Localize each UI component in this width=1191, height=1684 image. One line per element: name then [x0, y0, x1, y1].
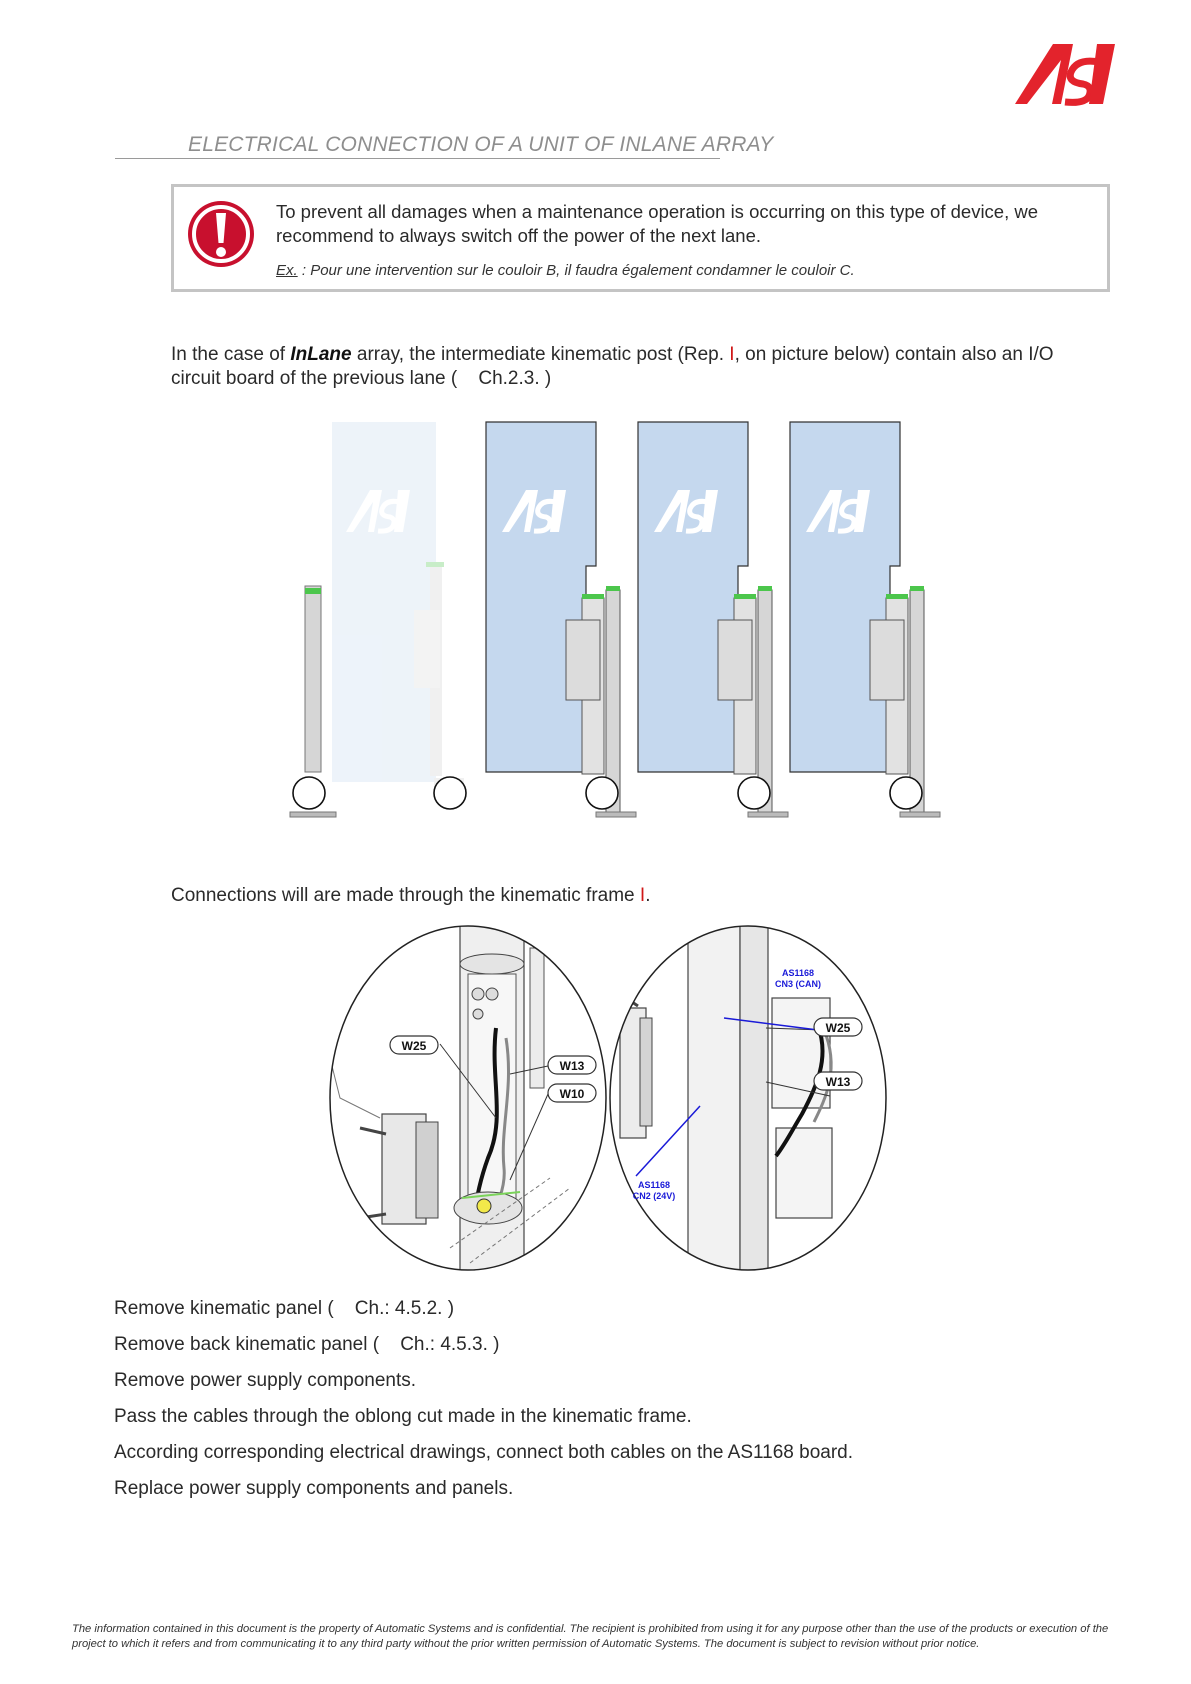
step-1-text: Remove kinematic panel ( — [114, 1298, 334, 1319]
step-1-end: ) — [442, 1298, 455, 1319]
step-6-text: Replace power supply components and panels. — [114, 1478, 514, 1499]
rep-marker: I — [729, 344, 735, 365]
step-1-reference[interactable]: Ch.: 4.5.2. — [354, 1298, 443, 1319]
exclamation-warning-icon — [186, 199, 256, 269]
right-detail-view — [600, 918, 900, 1278]
label-cn2-connector: CN2 (24V) — [632, 1191, 676, 1201]
step-2-end: ) — [487, 1334, 500, 1355]
company-logo — [1015, 42, 1115, 110]
glass-panel-c — [638, 422, 748, 772]
intro-text-2: array, the intermediate kinematic post (Rep. — [351, 344, 730, 365]
step-4-text: Pass the cables through the oblong cut made in the kinematic frame. — [114, 1406, 692, 1427]
section-title-text: ELECTRICAL CONNECTION OF A UNIT OF INLANE ARRAY — [188, 133, 774, 156]
example-text: : Pour une intervention sur le couloir B, il faudra également condamner le couloir C. — [297, 262, 855, 279]
procedure-steps — [114, 1297, 1064, 1513]
glass-panel-b — [486, 422, 596, 772]
chapter-reference[interactable]: Ch.2.3. — [478, 368, 540, 389]
step-2-reference[interactable]: Ch.: 4.5.3. — [400, 1334, 488, 1355]
step-5-text: According corresponding electrical drawings, connect both cables on the AS1168 board. — [114, 1442, 853, 1463]
callout-w25-left — [390, 1036, 438, 1054]
intro-text-1: In the case of — [171, 344, 291, 365]
intro-text-4: ) — [539, 368, 552, 389]
kinematic-frame-detail-figure — [320, 918, 900, 1278]
label-w10: W10 — [559, 1087, 585, 1101]
callout-w10 — [548, 1084, 596, 1102]
warning-text: To prevent all damages when a maintenance operation is occurring on this type of device, we recommend to always switch off the power of the next lane. — [276, 201, 1039, 246]
step-4 — [114, 1405, 1064, 1441]
connections-text: Connections will are made through the kinematic frame — [171, 885, 640, 906]
faded-lane-a — [332, 422, 464, 788]
label-w13-left: W13 — [559, 1059, 585, 1073]
label-cn2-board: AS1168 — [637, 1180, 671, 1190]
step-3 — [114, 1369, 1064, 1405]
step-2-text: Remove back kinematic panel ( — [114, 1334, 380, 1355]
label-cn3-connector: CN3 (CAN) — [775, 979, 821, 989]
step-1 — [114, 1297, 1064, 1333]
warning-example — [276, 262, 855, 279]
section-title — [115, 130, 774, 159]
label-w25-left: W25 — [401, 1039, 427, 1053]
warning-box — [171, 184, 1110, 292]
callout-w13-right — [814, 1072, 862, 1090]
step-3-text: Remove power supply components. — [114, 1370, 417, 1391]
inlane-array-figure — [280, 418, 960, 823]
label-w25-right: W25 — [825, 1021, 851, 1035]
connections-end: . — [645, 885, 651, 906]
step-5 — [114, 1441, 1064, 1477]
callout-w25-right — [814, 1018, 862, 1036]
confidentiality-footer: The information contained in this document is the property of Automatic Systems and is confidential. The recipient is prohibited from using it for any purpose other than the use of the products or execution of the project to which it refers and from communicating it to any third party without the prior written permission of Automatic Systems. The document is subject to revision without prior notice. — [72, 1623, 1109, 1650]
example-label: Ex. — [276, 262, 298, 279]
product-name: InLane — [290, 344, 352, 365]
label-cn3-board: AS1168 — [781, 968, 815, 978]
intro-paragraph — [171, 343, 1101, 391]
callout-w13-left — [548, 1056, 596, 1074]
step-2 — [114, 1333, 1064, 1369]
label-w13-right: W13 — [825, 1075, 851, 1089]
glass-panel-d — [790, 422, 900, 772]
step-6 — [114, 1477, 1064, 1513]
connections-paragraph — [171, 884, 1071, 908]
frame-rep-marker: I — [639, 885, 646, 906]
intro-text-3: , on picture below) contain also an I/O circuit board of the previous lane ( — [171, 344, 1054, 389]
